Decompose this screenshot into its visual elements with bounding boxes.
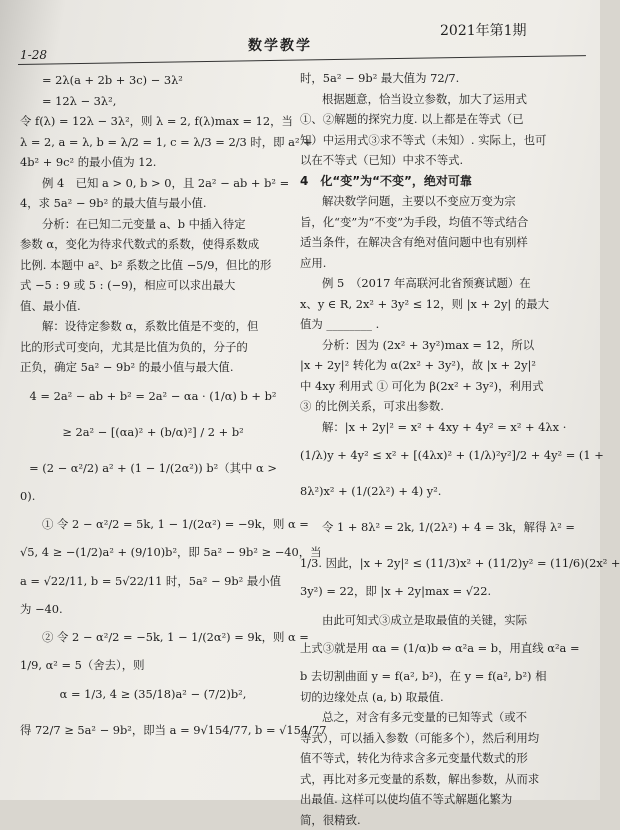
text-line: ①、②解题的探究力度. 以上都是在等式（已	[300, 109, 586, 130]
text-line: 根据题意，恰当设立参数，加大了运用式	[300, 89, 586, 110]
text-line: |x + 2y|² 转化为 α(2x² + 3y²)，故 |x + 2y|²	[300, 355, 586, 376]
text-line: 解：|x + 2y|² = x² + 4xy + 4y² = x² + 4λx ·	[300, 417, 586, 438]
text-line: 3y²) = 22，即 |x + 2y|max = √22.	[300, 581, 586, 602]
example-heading: 例 5 （2017 年高联河北省预赛试题）在	[300, 273, 586, 294]
page-number: 1-28	[20, 48, 47, 62]
text-line: 切的边缘处点 (a, b) 取最值.	[300, 687, 586, 708]
equation: (1/λ)y + 4y² ≤ x² + [(4λx)² + (1/λ)²y²]/2 + 4y² = (1 +	[300, 437, 586, 473]
section-heading: 4 化“变”为“不变”，绝对可靠	[300, 171, 586, 192]
text-line: 值不等式，转化为待求含多元变量代数式的形	[300, 748, 586, 769]
text-line: 解：设待定参数 α，系数比值是不变的，但	[20, 316, 286, 337]
text-line: 中 4xy 利用式 ① 可化为 β(2x² + 3y²)，利用式	[300, 376, 586, 397]
text-line: ③ 的比例关系，可求出参数.	[300, 396, 586, 417]
text-line: b 去切割曲面 y = f(a², b²)，在 y = f(a², b²) 相	[300, 666, 586, 687]
text-line: λ = 2, a = λ, b = λ/2 = 1, c = λ/3 = 2/3 时，即 a² +	[20, 132, 286, 153]
left-column	[20, 70, 286, 748]
text-line: 知）中运用式③求不等式（未知）. 实际上，也可	[300, 130, 586, 151]
text-line: = 2λ(a + 2b + 3c) − 3λ²	[20, 70, 286, 91]
text-line: 式 −5 : 9 或 5 : (−9)，相应可以求出最大	[20, 275, 286, 296]
text-line: √5, 4 ≥ −(1/2)a² + (9/10)b²，即 5a² − 9b² ≥ −40，当	[20, 542, 286, 563]
header-rule	[18, 55, 586, 65]
text-line: 以在不等式（已知）中求不等式.	[300, 150, 586, 171]
text-line: 旨，化“变”为“不变”为手段，均值不等式结合	[300, 212, 586, 233]
text-line: 时，5a² − 9b² 最大值为 72/7.	[300, 68, 586, 89]
text-line: 正负，确定 5a² − 9b² 的最小值与最大值.	[20, 357, 286, 378]
text-line: 4b² + 9c² 的最小值为 12.	[20, 152, 286, 173]
text-line: 值为 ________ .	[300, 314, 586, 335]
text-line: x、y ∈ R, 2x² + 3y² ≤ 12，则 |x + 2y| 的最大	[300, 294, 586, 315]
text-line: 分析：在已知二元变量 a、b 中插入待定	[20, 214, 286, 235]
text-line: 总之，对含有多元变量的已知等式（或不	[300, 707, 586, 728]
text-line: 简，很精致.	[300, 810, 586, 830]
text-line: 4，求 5a² − 9b² 的最大值与最小值.	[20, 193, 286, 214]
text-line: 由此可知式③成立是取最值的关键，实际	[300, 610, 586, 631]
text-line: 令 f(λ) = 12λ − 3λ²，则 λ = 2, f(λ)max = 12，当	[20, 111, 286, 132]
text-line: 分析：因为 (2x² + 3y²)max = 12，所以	[300, 335, 586, 356]
text-line: 1/3. 因此，|x + 2y|² ≤ (11/3)x² + (11/2)y² = (11/6)(2x² +	[300, 545, 586, 581]
journal-title: 数学教学	[248, 35, 312, 55]
equation: 8λ²)x² + (1/(2λ²) + 4) y².	[300, 473, 586, 509]
text-line: 上式③就是用 αa = (1/α)b ⇔ α²a = b，用直线 α²a =	[300, 630, 586, 666]
text-line: = 12λ − 3λ²,	[20, 91, 286, 112]
text-line: 解决数学问题，主要以不变应万变为宗	[300, 191, 586, 212]
text-line: 等式），可以插入参数（可能多个），然后利用均	[300, 728, 586, 749]
equation: α = 1/3, 4 ≥ (35/18)a² − (7/2)b²,	[20, 676, 286, 712]
text-line: a = √22/11, b = 5√22/11 时，5a² − 9b² 最小值	[20, 563, 286, 599]
equation: = (2 − α²/2) a² + (1 − 1/(2α²)) b²（其中 α >	[20, 450, 286, 486]
text-line: 适当条件，在解决含有绝对值问题中也有别样	[300, 232, 586, 253]
issue-label: 2021年第1期	[440, 20, 527, 40]
text-line: 比的形式可变向，尤其是比值为负的，分子的	[20, 337, 286, 358]
text-line: 为 −40.	[20, 599, 286, 620]
equation: 4 = 2a² − ab + b² = 2a² − αa · (1/α) b + b²	[20, 378, 286, 414]
text-line: 得 72/7 ≥ 5a² − 9b²，即当 a = 9√154/77, b = √154/77	[20, 712, 286, 748]
text-line: ② 令 2 − α²/2 = −5k, 1 − 1/(2α²) = 9k，则 α =	[20, 619, 286, 655]
text-line: 式，再比对多元变量的系数，解出参数，从而求	[300, 769, 586, 790]
equation: ≥ 2a² − [(αa)² + (b/α)²] / 2 + b²	[20, 414, 286, 450]
text-line: 值、最小值.	[20, 296, 286, 317]
text-line: ① 令 2 − α²/2 = 5k, 1 − 1/(2α²) = −9k，则 α =	[20, 506, 286, 542]
right-column	[300, 68, 586, 830]
example-heading: 例 4 已知 a > 0, b > 0，且 2a² − ab + b² =	[20, 173, 286, 194]
text-line: 令 1 + 8λ² = 2k, 1/(2λ²) + 4 = 3k，解得 λ² =	[300, 509, 586, 545]
text-line: 1/9, α² = 5（舍去），则	[20, 655, 286, 676]
text-line: 参数 α，变化为待求代数式的系数，使得系数成	[20, 234, 286, 255]
text-line: 0).	[20, 486, 286, 507]
text-line: 应用.	[300, 253, 586, 274]
text-line: 比例. 本题中 a²、b² 系数之比值 −5/9，但比的形	[20, 255, 286, 276]
text-line: 出最值. 这样可以使均值不等式解题化繁为	[300, 789, 586, 810]
